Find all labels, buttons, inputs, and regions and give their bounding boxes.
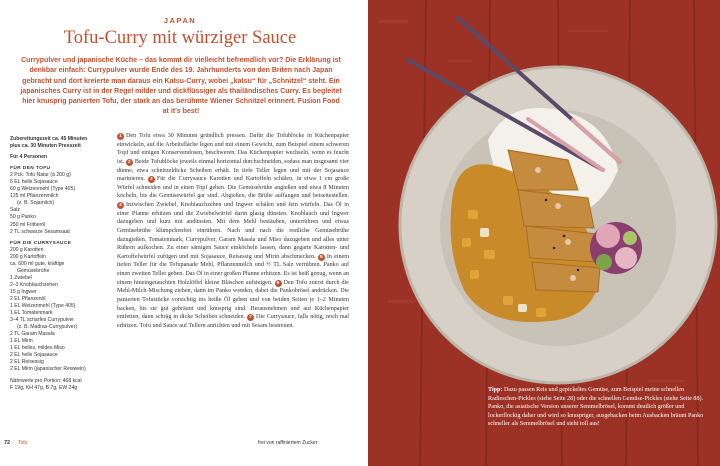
tip-label: Tipp: xyxy=(488,387,503,393)
step-number-badge: 6 xyxy=(275,280,282,287)
ingredient: 2 EL Reisessig xyxy=(10,359,44,366)
step-text: Beide Tofublöcke jeweils einmal horizontal durchschneiden, sodass man insgesamt vier dünne, etwa schnitzeldicke Scheiben erhält. In tiefe Teller legen und mit der Sojasauce marinieren. xyxy=(117,158,349,183)
ingredient: (z. B. Madras-Currypulver) xyxy=(17,324,78,331)
ingredient: 250 ml Frittieröl xyxy=(10,221,46,228)
ingredient: 1 Zwiebel xyxy=(10,274,32,281)
ingredient: 2 Pck. Tofu Natur (à 200 g) xyxy=(10,172,71,179)
ingredient: 1 EL Weizenmehl (Type 405) xyxy=(10,303,76,310)
ingredient: 2–3 Knoblauchzehen xyxy=(10,281,58,288)
ingredient: 2 EL helle Sojasauce xyxy=(10,352,58,359)
tip-text: Dazu passen Reis und gepickeltes Gemüse, zum Beispiel meine schnellen Radieschen-Pickles (siehe Seite 28) oder die schnellen Gemüse-Pickles (siehe Seite 88). Panko, die asiatische Version unserer Semmelbrösel, kommt deutlich größer und lockerflockig daher und wird so knuspriger, ausgebacken beim Ausbacken bräunt Panko schneller als Semmelbrösel und sieht toll aus! xyxy=(488,387,704,427)
step-number-badge: 3 xyxy=(148,176,155,183)
step-text: Inzwischen Zwiebel, Knoblauchzehen und Ingwer schälen und fein würfeln. Das Öl in einer Pfanne erhitzen und die Zwiebelwürfel darin glasig dünsten. Knoblauch und Ingwer dazugeben und kurz mit andünsten. Mit dem Mehl bestäuben, unterrühren und etwas Gemüsebrühe klümpchenfrei einrühren. Nach und nach die restliche Gemüsebrühe dazugießen. Tomatenmark, Currypulver, Garam Masala und Miso dazugeben und alles unter Rühren aufkochen. Zu einer sämigen Sauce einköcheln lassen, dann gegarte Karotten- und Kartoffelwürfel zufügen und mit Sojasauce, Reisessig und Mirin abschmecken. xyxy=(117,202,349,260)
ingredient: ca. 600 ml gute, kräftige xyxy=(10,260,65,267)
ingredient: Salz xyxy=(10,207,20,214)
step-number-badge: 5 xyxy=(318,254,325,261)
ingredient: Gemüsebrühe xyxy=(17,267,50,274)
tofu-heading: FÜR DEN TOFU xyxy=(10,166,51,172)
ingredient: 1 EL Mirin xyxy=(10,338,33,345)
ingredient: 200 g Karotten xyxy=(10,246,44,253)
ingredient: 125 ml Pflanzenmilch xyxy=(10,193,59,200)
ingredient: 2 TL Garam Masala xyxy=(10,331,55,338)
ingredient: 50 g Panko xyxy=(10,214,36,221)
step-number-badge: 1 xyxy=(117,133,124,140)
recipe-intro: Currypulver und japanische Küche – das kommt dir vielleicht befremdlich vor? Die Erklärung ist denkbar einfach: Currypulver wurde Ende des 19. Jahrhunderts von den Briten nach Japan gebracht und dort kreierte man daraus ein Katsu-Curry, wobei „katsu“ für „Schnitzel“ steht. Ein japanisches Curry ist in der Regel milder und dickflüssiger als thailändisches Curry. Es begleitet hier knusprig panierten Tofu, der stark an das berühmte Wiener Schnitzel erinnert. Fusion Food at it's best! xyxy=(20,57,342,116)
recipe-steps xyxy=(117,132,349,330)
tip-box xyxy=(488,386,714,429)
ingredient: 60 g Weizenmehl (Type 405) xyxy=(10,186,76,193)
servings: Für 4 Personen xyxy=(10,154,48,161)
press-time: plus ca. 30 Minuten Presszeit xyxy=(10,143,81,150)
nutrition-detail: F 19g, KH 47g, B 7g, EW 24g xyxy=(10,384,78,391)
nutrition: Nährwerte pro Portion: 468 kcal xyxy=(10,377,82,384)
ingredients-sidebar xyxy=(10,136,108,392)
ingredient: 1 EL Tomatenmark xyxy=(10,310,53,317)
ingredient: 200 g Kartoffeln xyxy=(10,253,46,260)
page-number: 72 xyxy=(4,440,11,446)
section-label: Tofu xyxy=(18,440,28,446)
step-number-badge: 4 xyxy=(117,202,124,209)
footer-note: frei von raffiniertem Zucker xyxy=(258,440,318,446)
recipe-title: Tofu-Curry mit würziger Sauce xyxy=(63,28,297,48)
step-text: Den Tofu zuerst durch die Mehl-Milch-Mischung ziehen, dann im Panko wenden, dabei die Pankobrösel andrücken. Die panierten Tofustücke vorsichtig ins heiße Öl geben und von beiden Seiten je 1–2 Minuten backen, bis sie gut gebräunt und knusprig sind. Herausnehmen und auf Küchenpapier entfetten, dann schräg in dicke Scheiben schneiden. xyxy=(117,279,349,321)
right-page xyxy=(368,0,720,466)
step-text: Die Currysauce, falls nötig, noch mal erhitzen. Tofu und Sauce auf Tellern anrichten und mit Sesam bestreuen. xyxy=(117,314,349,329)
ingredient: 2 TL schwarze Sesamsaat xyxy=(10,228,70,235)
step-text: Für die Currysauce Karotten und Kartoffeln schälen, in etwa 1 cm große Würfel schneiden und in einen Topf geben. Die Gemüsebrühe angießen und etwa 8 Minuten köcheln, bis die Gemüsewürfel gar sind. Abgießen, die Brühe auffangen und beiseitestellen. xyxy=(117,176,349,200)
step-text: In einem tiefen Teller für die Tofupanade Mehl, Pflanzenmilch und ½ TL Salz verrühren. Panko auf einen zweiten Teller geben. Das Öl in einer großen Pfanne erhitzen. Es ist heiß genug, wenn an einem hineingetauchten Holzlöffel kleine Bläschen aufsteigen. xyxy=(117,253,349,286)
ingredient: 1 EL helles, mildes Miso xyxy=(10,345,65,352)
ingredient: 2 EL Pflanzenöl xyxy=(10,295,46,302)
ingredient: 2 EL Mirin (japanischer Reiswein) xyxy=(10,366,86,373)
prep-time: Zubereitungszeit ca. 45 Minuten xyxy=(10,136,88,142)
ingredient: 6 EL helle Sojasauce xyxy=(10,179,58,186)
ingredient: 3–4 TL scharfes Currypulver xyxy=(10,317,74,324)
sauce-heading: FÜR DIE CURRYSAUCE xyxy=(10,240,72,246)
pickles xyxy=(590,222,642,274)
step-text: Den Tofu etwa 30 Minuten gründlich pressen. Dafür die Tofublöcke in Küchenpapier einwickeln, auf die Arbeitsfläche legen und mit einem Gewicht, zum Beispiel einem schweren Topf und einigen Konservendosen, beschweren. Das Küchenpapier wechseln, wenn es feucht ist. xyxy=(117,133,349,165)
recipe-category: JAPAN xyxy=(163,16,197,25)
ingredient: (z. B. Sojamilch) xyxy=(17,200,55,207)
step-number-badge: 7 xyxy=(247,314,254,321)
step-number-badge: 2 xyxy=(126,159,133,166)
ingredient: 15 g Ingwer xyxy=(10,288,37,295)
